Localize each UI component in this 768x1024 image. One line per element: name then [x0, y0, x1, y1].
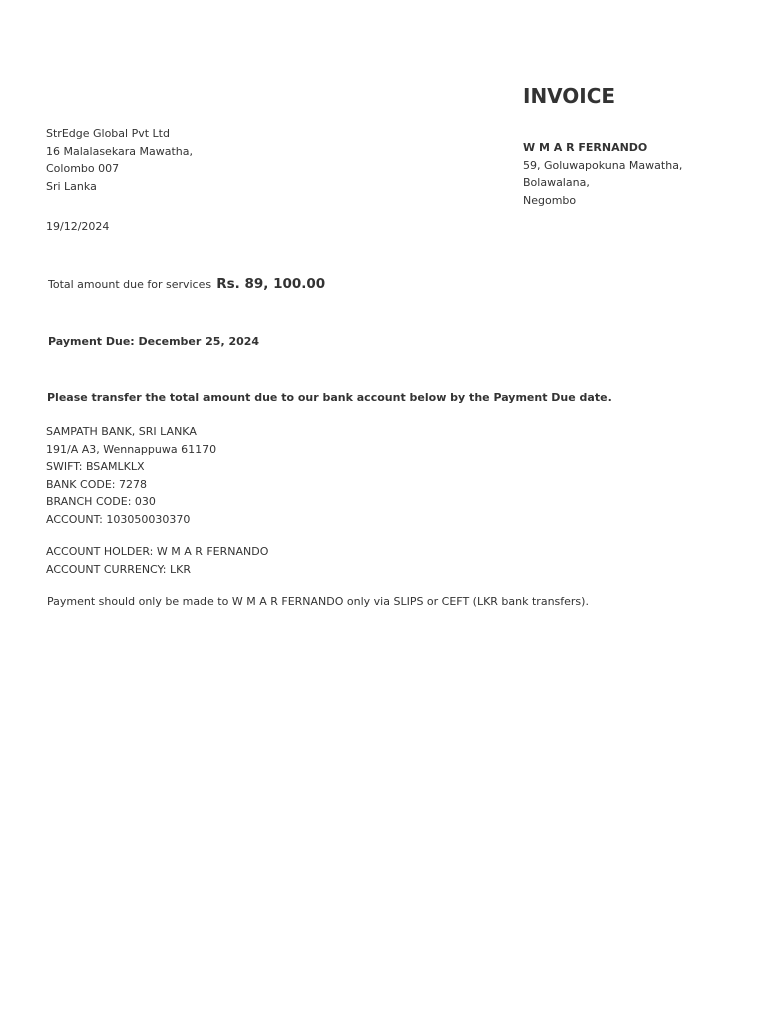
account-currency: ACCOUNT CURRENCY: LKR — [46, 562, 191, 576]
invoice-date: 19/12/2024 — [46, 220, 110, 233]
recipient-name: W M A R FERNANDO — [523, 141, 648, 154]
bank-name: SAMPATH BANK, SRI LANKA — [46, 425, 197, 438]
account-number: ACCOUNT: 103050030370 — [46, 512, 191, 526]
transfer-instruction: Please transfer the total amount due to our bank account below by the Payment Due date. — [47, 391, 612, 404]
bank-swift: SWIFT: BSAMLKLX — [46, 460, 145, 474]
total-due-amount: Rs. 89, 100.00 — [216, 276, 326, 292]
sender-address-line: Sri Lanka — [46, 179, 97, 193]
total-due-label: Total amount due for services — [48, 278, 212, 291]
invoice-title: INVOICE — [523, 84, 616, 108]
account-info — [46, 543, 268, 578]
bank-code: BANK CODE: 7278 — [46, 477, 147, 491]
recipient-block — [523, 139, 682, 209]
sender-block — [46, 125, 193, 195]
payment-note: Payment should only be made to W M A R FERNANDO only via SLIPS or CEFT (LKR bank transfers). — [47, 595, 589, 608]
recipient-address-line: Negombo — [523, 193, 577, 207]
bank-details — [46, 423, 216, 529]
account-holder: ACCOUNT HOLDER: W M A R FERNANDO — [46, 545, 269, 558]
sender-address-line: Colombo 007 — [46, 162, 120, 176]
bank-address: 191/A A3, Wennappuwa 61170 — [46, 442, 217, 456]
recipient-address-line: 59, Goluwapokuna Mawatha, — [523, 158, 683, 172]
recipient-address-line: Bolawalana, — [523, 176, 590, 190]
sender-address-line: 16 Malalasekara Mawatha, — [46, 144, 193, 158]
sender-name: StrEdge Global Pvt Ltd — [46, 127, 170, 140]
total-due-line — [48, 273, 325, 294]
payment-due: Payment Due: December 25, 2024 — [48, 335, 260, 348]
branch-code: BRANCH CODE: 030 — [46, 495, 156, 509]
